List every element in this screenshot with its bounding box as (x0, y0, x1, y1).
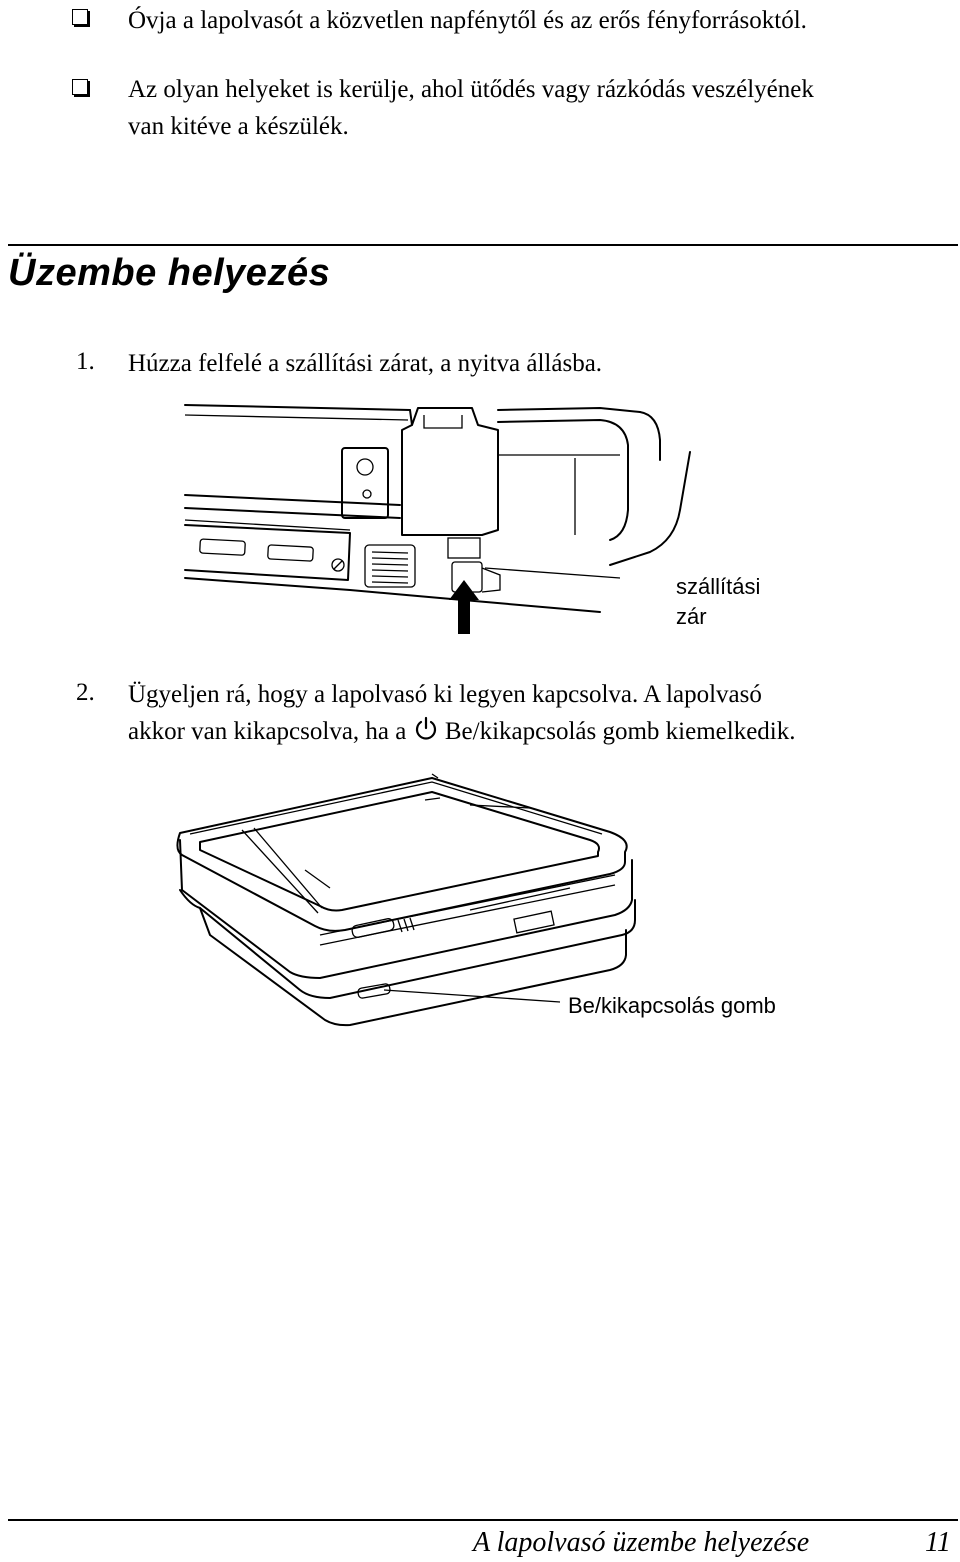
step-text (128, 713, 796, 750)
step-text-before-icon: akkor van kikapcsolva, ha a (128, 718, 407, 745)
figure-label-line: szállítási (676, 574, 761, 599)
figure-label: Be/kikapcsolás gomb (568, 993, 776, 1018)
bullet-text: Az olyan helyeket is kerülje, ahol ütődés vagy rázkódás veszélyének (128, 76, 814, 103)
checkbox-icon (72, 79, 88, 95)
step-text: Ügyeljen rá, hogy a lapolvasó ki legyen kapcsolva. A lapolvasó (128, 681, 762, 708)
section-title: Üzembe helyezés (8, 252, 331, 294)
bullet-text: van kitéve a készülék. (128, 113, 349, 140)
footer-title: A lapolvasó üzembe helyezése (473, 1527, 810, 1558)
checkbox-icon (72, 9, 88, 25)
up-arrow-icon (447, 578, 481, 636)
power-icon (413, 716, 439, 742)
step-number: 1. (76, 348, 95, 375)
figure-transport-lock (180, 400, 700, 640)
page-number: 11 (925, 1527, 951, 1558)
step-text: Húzza felfelé a szállítási zárat, a nyitva állásba. (128, 350, 603, 377)
footer-rule (8, 1519, 958, 1521)
section-rule (8, 244, 958, 246)
step-text-after-icon: Be/kikapcsolás gomb kiemelkedik. (444, 718, 796, 745)
step-number: 2. (76, 679, 95, 706)
bullet-text: Óvja a lapolvasót a közvetlen napfénytől és az erős fényforrásoktól. (128, 7, 807, 34)
figure-label-line: zár (676, 604, 707, 629)
